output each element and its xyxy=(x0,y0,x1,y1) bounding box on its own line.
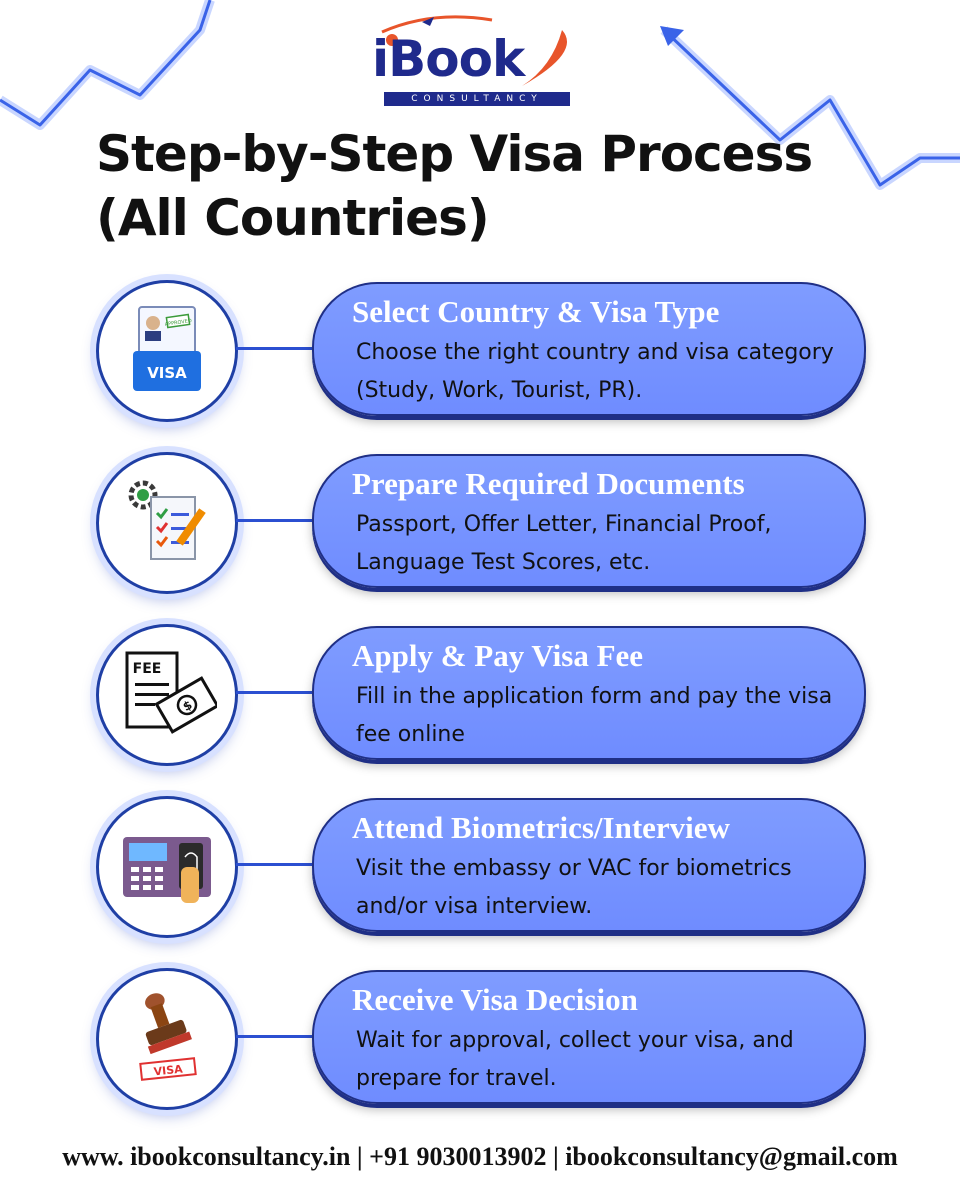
brand-logo xyxy=(372,12,582,108)
svg-text:FEE: FEE xyxy=(132,661,162,677)
step-description: Choose the right country and visa category (Study, Work, Tourist, PR). xyxy=(356,340,834,403)
step-description: Fill in the application form and pay the visa fee online xyxy=(356,684,833,747)
step-card xyxy=(312,970,866,1104)
step-card xyxy=(312,798,866,932)
step-2 xyxy=(0,450,960,610)
step-1 xyxy=(0,278,960,438)
step-3 xyxy=(0,622,960,782)
svg-text:APPROVED: APPROVED xyxy=(164,318,193,328)
footer-contact: www. ibookconsultancy.in | +91 9030013902 | ibookconsultancy@gmail.com xyxy=(62,1142,898,1171)
step-5 xyxy=(0,966,960,1126)
logo-wordmark: iBook xyxy=(372,30,525,88)
visa-card-icon xyxy=(96,280,238,422)
step-card xyxy=(312,454,866,588)
step-title: Apply & Pay Visa Fee xyxy=(352,638,644,673)
documents-checklist-icon xyxy=(96,452,238,594)
step-description: Wait for approval, collect your visa, and prepare for travel. xyxy=(356,1028,794,1091)
page-title-line1: Step-by-Step Visa Process xyxy=(96,125,813,183)
step-title: Receive Visa Decision xyxy=(352,982,638,1017)
connector-line xyxy=(236,1035,318,1038)
step-card xyxy=(312,626,866,760)
svg-text:VISA: VISA xyxy=(153,1062,184,1079)
svg-text:VISA: VISA xyxy=(147,364,187,382)
step-4 xyxy=(0,794,960,954)
fingerprint-scanner-icon xyxy=(96,796,238,938)
step-title: Prepare Required Documents xyxy=(352,466,745,501)
connector-line xyxy=(236,863,318,866)
svg-text:$: $ xyxy=(180,697,195,715)
page-title-line2: (All Countries) xyxy=(96,189,489,247)
connector-line xyxy=(236,519,318,522)
page-title xyxy=(96,122,856,250)
step-title: Attend Biometrics/Interview xyxy=(352,810,730,845)
connector-line xyxy=(236,347,318,350)
step-card xyxy=(312,282,866,416)
step-title: Select Country & Visa Type xyxy=(352,294,720,329)
logo-subtitle: CONSULTANCY xyxy=(384,92,570,106)
step-description: Passport, Offer Letter, Financial Proof, Language Test Scores, etc. xyxy=(356,512,772,575)
step-description: Visit the embassy or VAC for biometrics and/or visa interview. xyxy=(356,856,792,919)
visa-stamp-icon xyxy=(96,968,238,1110)
connector-line xyxy=(236,691,318,694)
fee-payment-icon xyxy=(96,624,238,766)
